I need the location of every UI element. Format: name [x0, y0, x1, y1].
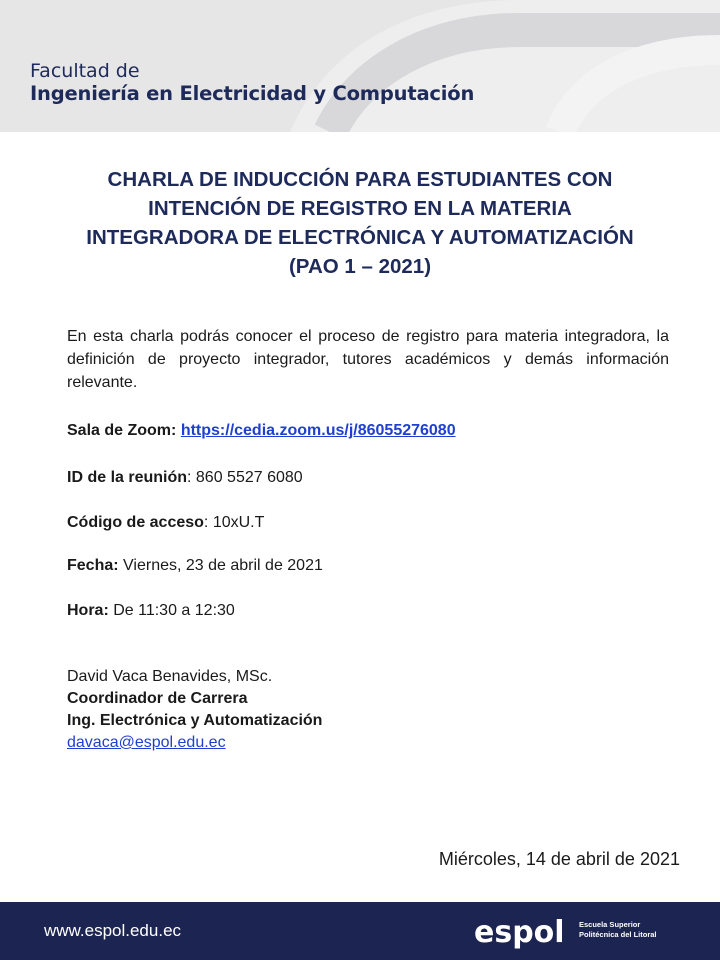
zoom-row: [67, 421, 456, 441]
signer-name: David Vaca Benavides, MSc.: [67, 668, 273, 685]
meeting-id-label: ID de la reunión: [67, 469, 188, 486]
footer-bar: [0, 902, 720, 960]
school-line-1: Escuela Superior: [579, 920, 641, 929]
date-value: Viernes, 23 de abril de 2021: [118, 557, 323, 574]
date-row: [67, 556, 323, 576]
page-title: [30, 165, 690, 281]
intro-paragraph: En esta charla podrás conocer el proceso de registro para materia integradora, la definición de proyecto integrador, tutores académicos y demás información relevante.: [67, 328, 669, 391]
issue-date: Miércoles, 14 de abril de 2021: [438, 849, 680, 869]
faculty-line-1: Facultad de: [30, 60, 140, 82]
faculty-name: [30, 60, 474, 106]
time-row: [67, 601, 235, 621]
zoom-label: Sala de Zoom:: [67, 422, 177, 439]
access-code-value: : 10xU.T: [203, 514, 265, 531]
title-line-1: CHARLA DE INDUCCIÓN PARA ESTUDIANTES CON: [107, 168, 613, 191]
title-line-2: INTENCIÓN DE REGISTRO EN LA MATERIA: [148, 197, 572, 220]
logo-word: espol: [474, 915, 565, 950]
meeting-id-value: : 860 5527 6080: [187, 469, 303, 486]
zoom-link[interactable]: https://cedia.zoom.us/j/86055276080: [180, 422, 456, 439]
title-line-3: INTEGRADORA DE ELECTRÓNICA Y AUTOMATIZACIÓN: [86, 226, 634, 249]
header-banner: [0, 0, 720, 132]
body-content: [67, 325, 669, 619]
espol-wordmark-logo: [474, 912, 574, 952]
school-line-2: Politécnica del Litoral: [579, 930, 657, 939]
time-label: Hora:: [67, 602, 109, 619]
time-value: De 11:30 a 12:30: [108, 602, 235, 619]
espol-logo: [474, 912, 704, 952]
meeting-id-row: [67, 468, 303, 488]
logo-school-name: [579, 920, 657, 940]
signer-program: Ing. Electrónica y Automatización: [67, 712, 323, 729]
signer-email-link[interactable]: davaca@espol.edu.ec: [67, 734, 226, 751]
date-label: Fecha:: [67, 557, 119, 574]
access-code-label: Código de acceso: [67, 514, 204, 531]
website-text: www.espol.edu.ec: [44, 921, 182, 940]
faculty-line-2: Ingeniería en Electricidad y Computación: [30, 82, 475, 105]
title-line-4: (PAO 1 – 2021): [288, 255, 432, 278]
signature-block: [67, 666, 322, 754]
signer-role: Coordinador de Carrera: [67, 690, 248, 707]
access-code-row: [67, 513, 264, 533]
